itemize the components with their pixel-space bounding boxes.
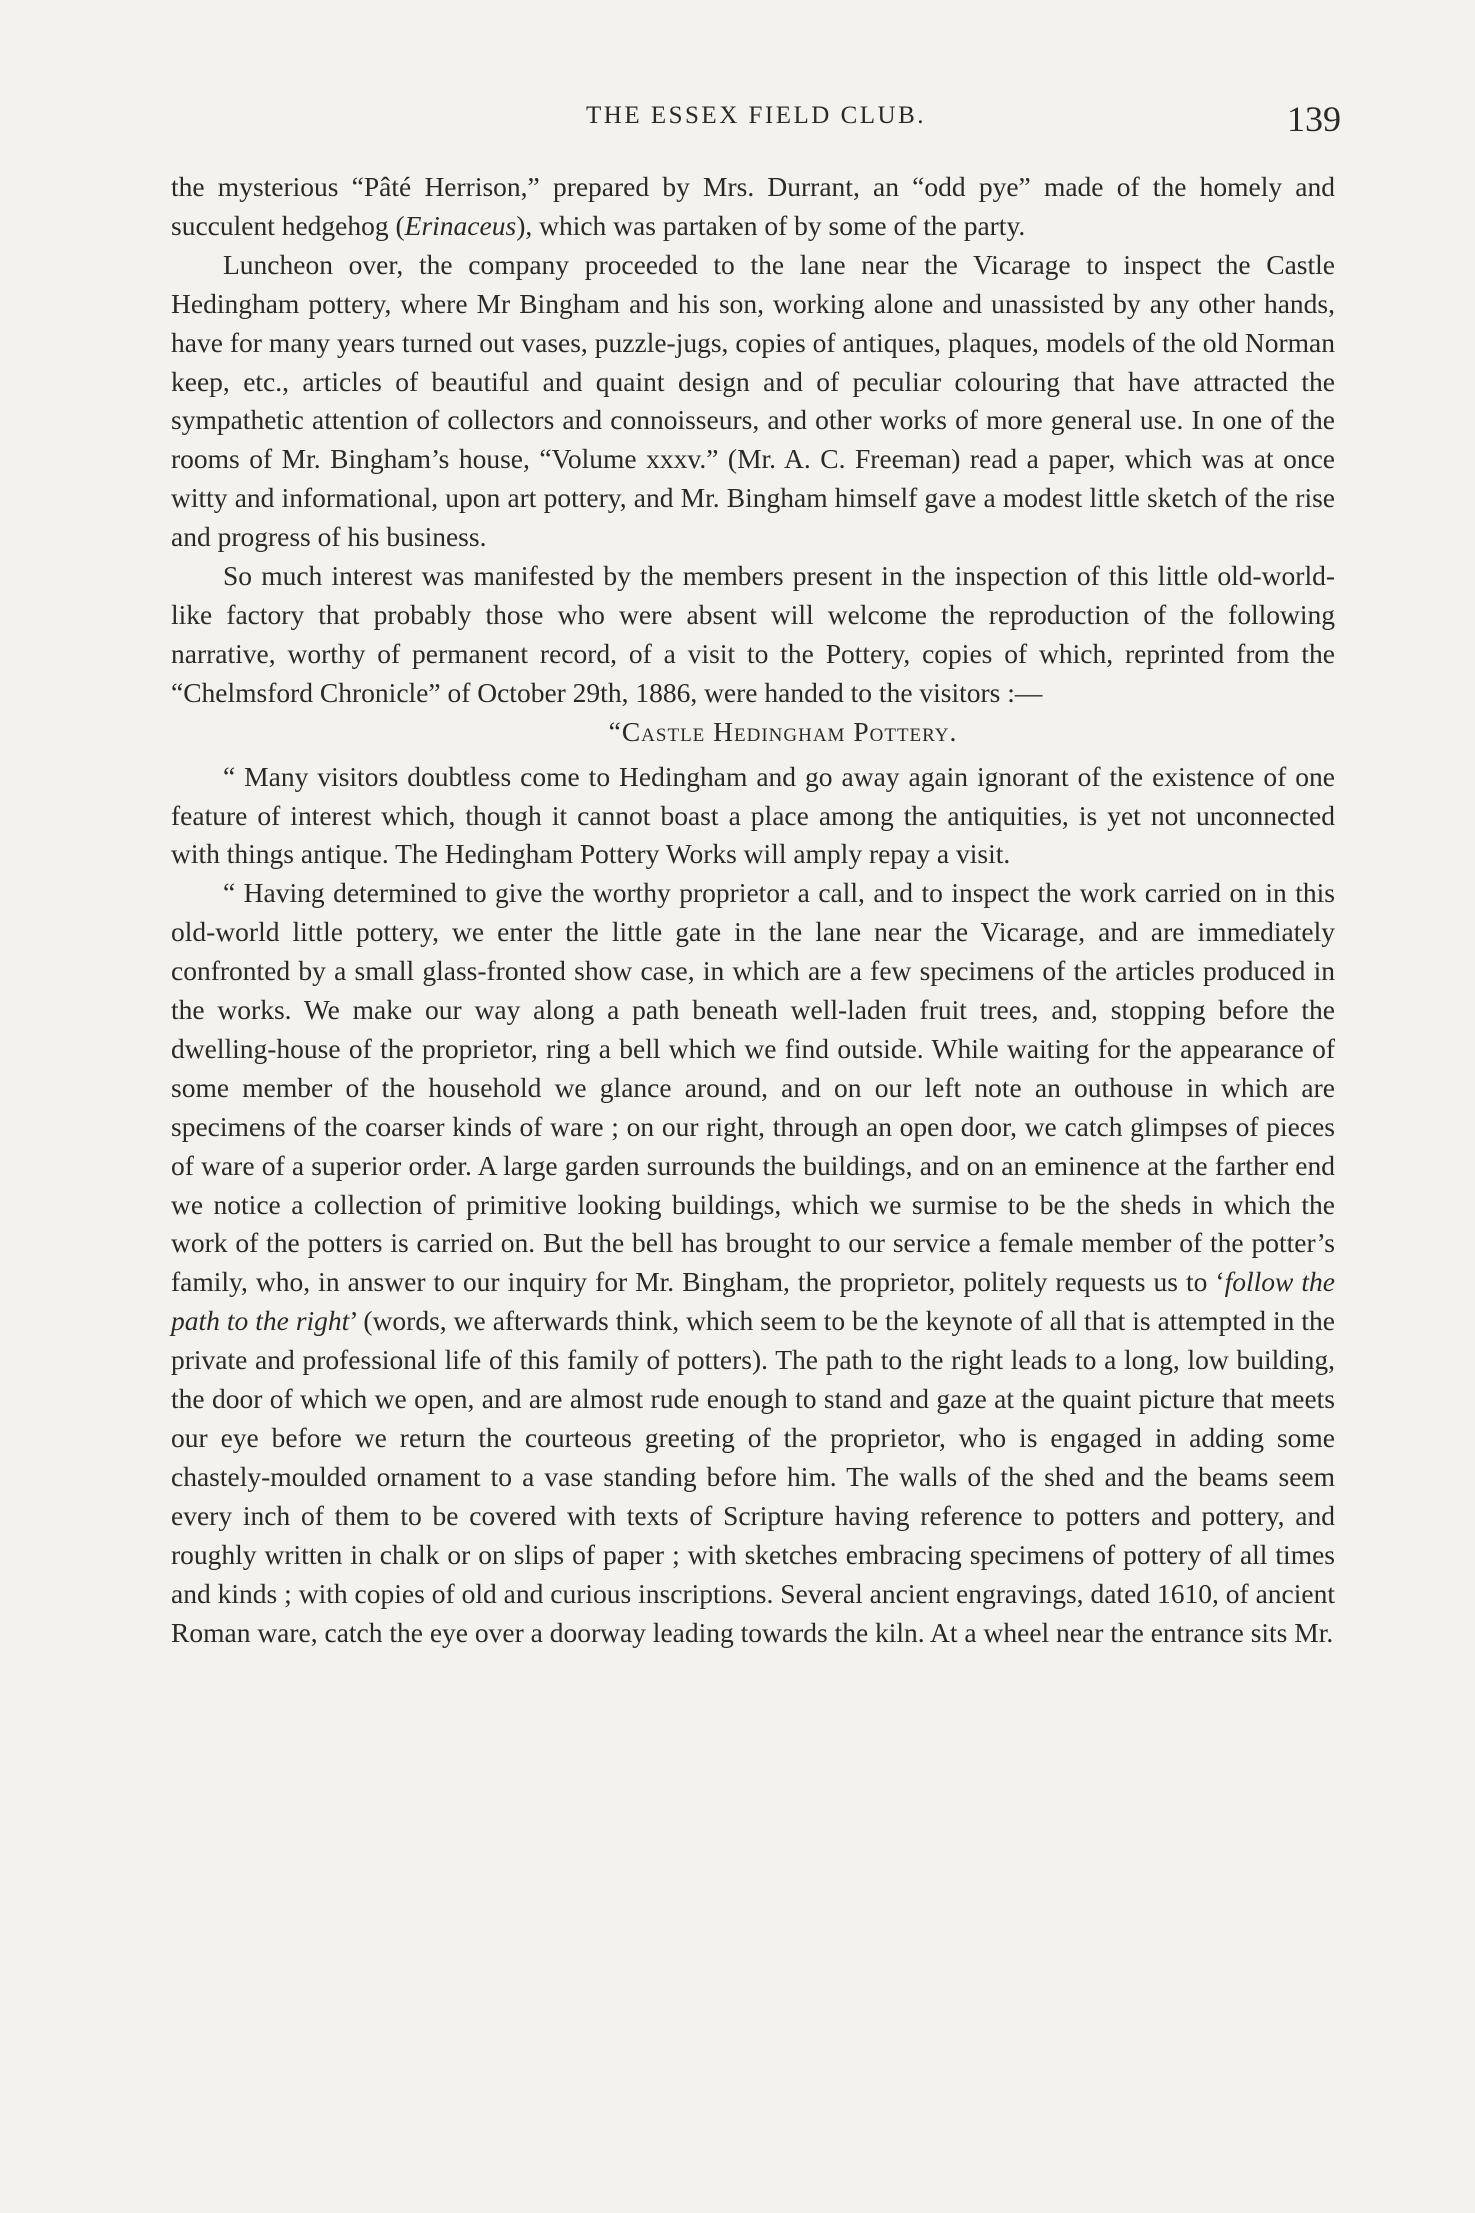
paragraph-text: the mysterious “Pâté Herrison,” prepared by Mrs. Durrant, an “odd pye” made of the homely and succulent hedgehog ( bbox=[171, 171, 1335, 241]
page-number: 139 bbox=[1287, 99, 1341, 139]
heading-quote: “ bbox=[608, 715, 622, 747]
heading-title: Castle Hedingham Pottery. bbox=[621, 715, 958, 747]
paragraph-luncheon: Luncheon over, the company proceeded to the lane near the Vicarage to inspect the Castle Hedingham pottery, where Mr Bingham and his son, working alone and unassisted by any other hands, have for many years turned out vases, puzzle-jugs, copies of antiques, plaques, models of the old Norman keep, etc., articles of beautiful and quaint design and of peculiar colouring that have attracted the sympathetic attention of collectors and connoisseurs, and other works of more general use. In one of the rooms of Mr. Bingham’s house, “Volume xxxv.” (Mr. A. C. Freeman) read a paper, which was at once witty and informational, upon art pottery, and Mr. Bingham himself gave a modest little sketch of the rise and progress of his business. bbox=[171, 248, 1335, 553]
running-head bbox=[171, 98, 1341, 138]
body-text bbox=[171, 168, 1335, 1652]
paragraph-text: “ Having determined to give the worthy proprietor a call, and to inspect the work carried on in this old-world little pottery, we enter the little gate in the lane near the Vicarage, and are immediately confronted by a small glass-fronted show case, in which are a few specimens of the articles produced in the works. We make our way along a path beneath well-laden fruit trees, and, stopping before the dwelling-house of the proprietor, ring a bell which we find outside. While waiting for the appearance of some member of the household we glance around, and on our left note an outhouse in which are specimens of the coarser kinds of ware ; on our right, through an open door, we catch glimpses of pieces of ware of a superior order. A large garden surrounds the buildings, and on an eminence at the farther end we notice a collection of primitive looking buildings, which we surmise to be the sheds in which the work of the potters is carried on. But the bell has brought to our service a female member of the potter’s family, who, in answer to our inquiry for Mr. Bingham, the proprietor, politely requests us to ‘ bbox=[171, 877, 1335, 1298]
italic-text: Erinaceus bbox=[404, 209, 517, 241]
paragraph-continuation bbox=[171, 168, 1335, 246]
running-title: THE ESSEX FIELD CLUB. bbox=[586, 102, 926, 129]
italic-text: follow the path to the right bbox=[171, 1266, 1335, 1337]
paragraph-text: ), which was partaken of by some of the party. bbox=[516, 209, 1026, 241]
paragraph-visit bbox=[171, 874, 1335, 1652]
paragraph-interest: So much interest was manifested by the members present in the inspection of this little old-world-like factory that probably those who were absent will welcome the reproduction of the following narrative, worthy of permanent record, of a visit to the Pottery, copies of which, reprinted from the “Chelmsford Chronicle” of October 29th, 1886, were handed to the visitors :— bbox=[171, 560, 1335, 708]
paragraph-text: ’ (words, we afterwards think, which seem to be the keynote of all that is attempted in the private and professional life of this family of potters). The path to the right leads to a long, low building, the door of which we open, and are almost rude enough to stand and gaze at the quaint picture that meets our eye before we return the courteous greeting of the proprietor, who is engaged in adding some chastely-moulded ornament to a vase standing before him. The walls of the shed and the beams seem every inch of them to be covered with texts of Scripture having reference to potters and pottery, and roughly written in chalk or on slips of paper ; with sketches embracing specimens of pottery of all times and kinds ; with copies of old and curious inscriptions. Several ancient engravings, dated 1610, of ancient Roman ware, catch the eye over a doorway leading towards the kiln. At a wheel near the entrance sits Mr. bbox=[171, 1305, 1335, 1648]
paragraph-visitors: “ Many visitors doubtless come to Hedingham and go away again ignorant of the existence of one feature of interest which, though it cannot boast a place among the antiquities, is yet not unconnected with things antique. The Hedingham Pottery Works will amply repay a visit. bbox=[171, 760, 1335, 870]
section-heading bbox=[171, 713, 1335, 752]
